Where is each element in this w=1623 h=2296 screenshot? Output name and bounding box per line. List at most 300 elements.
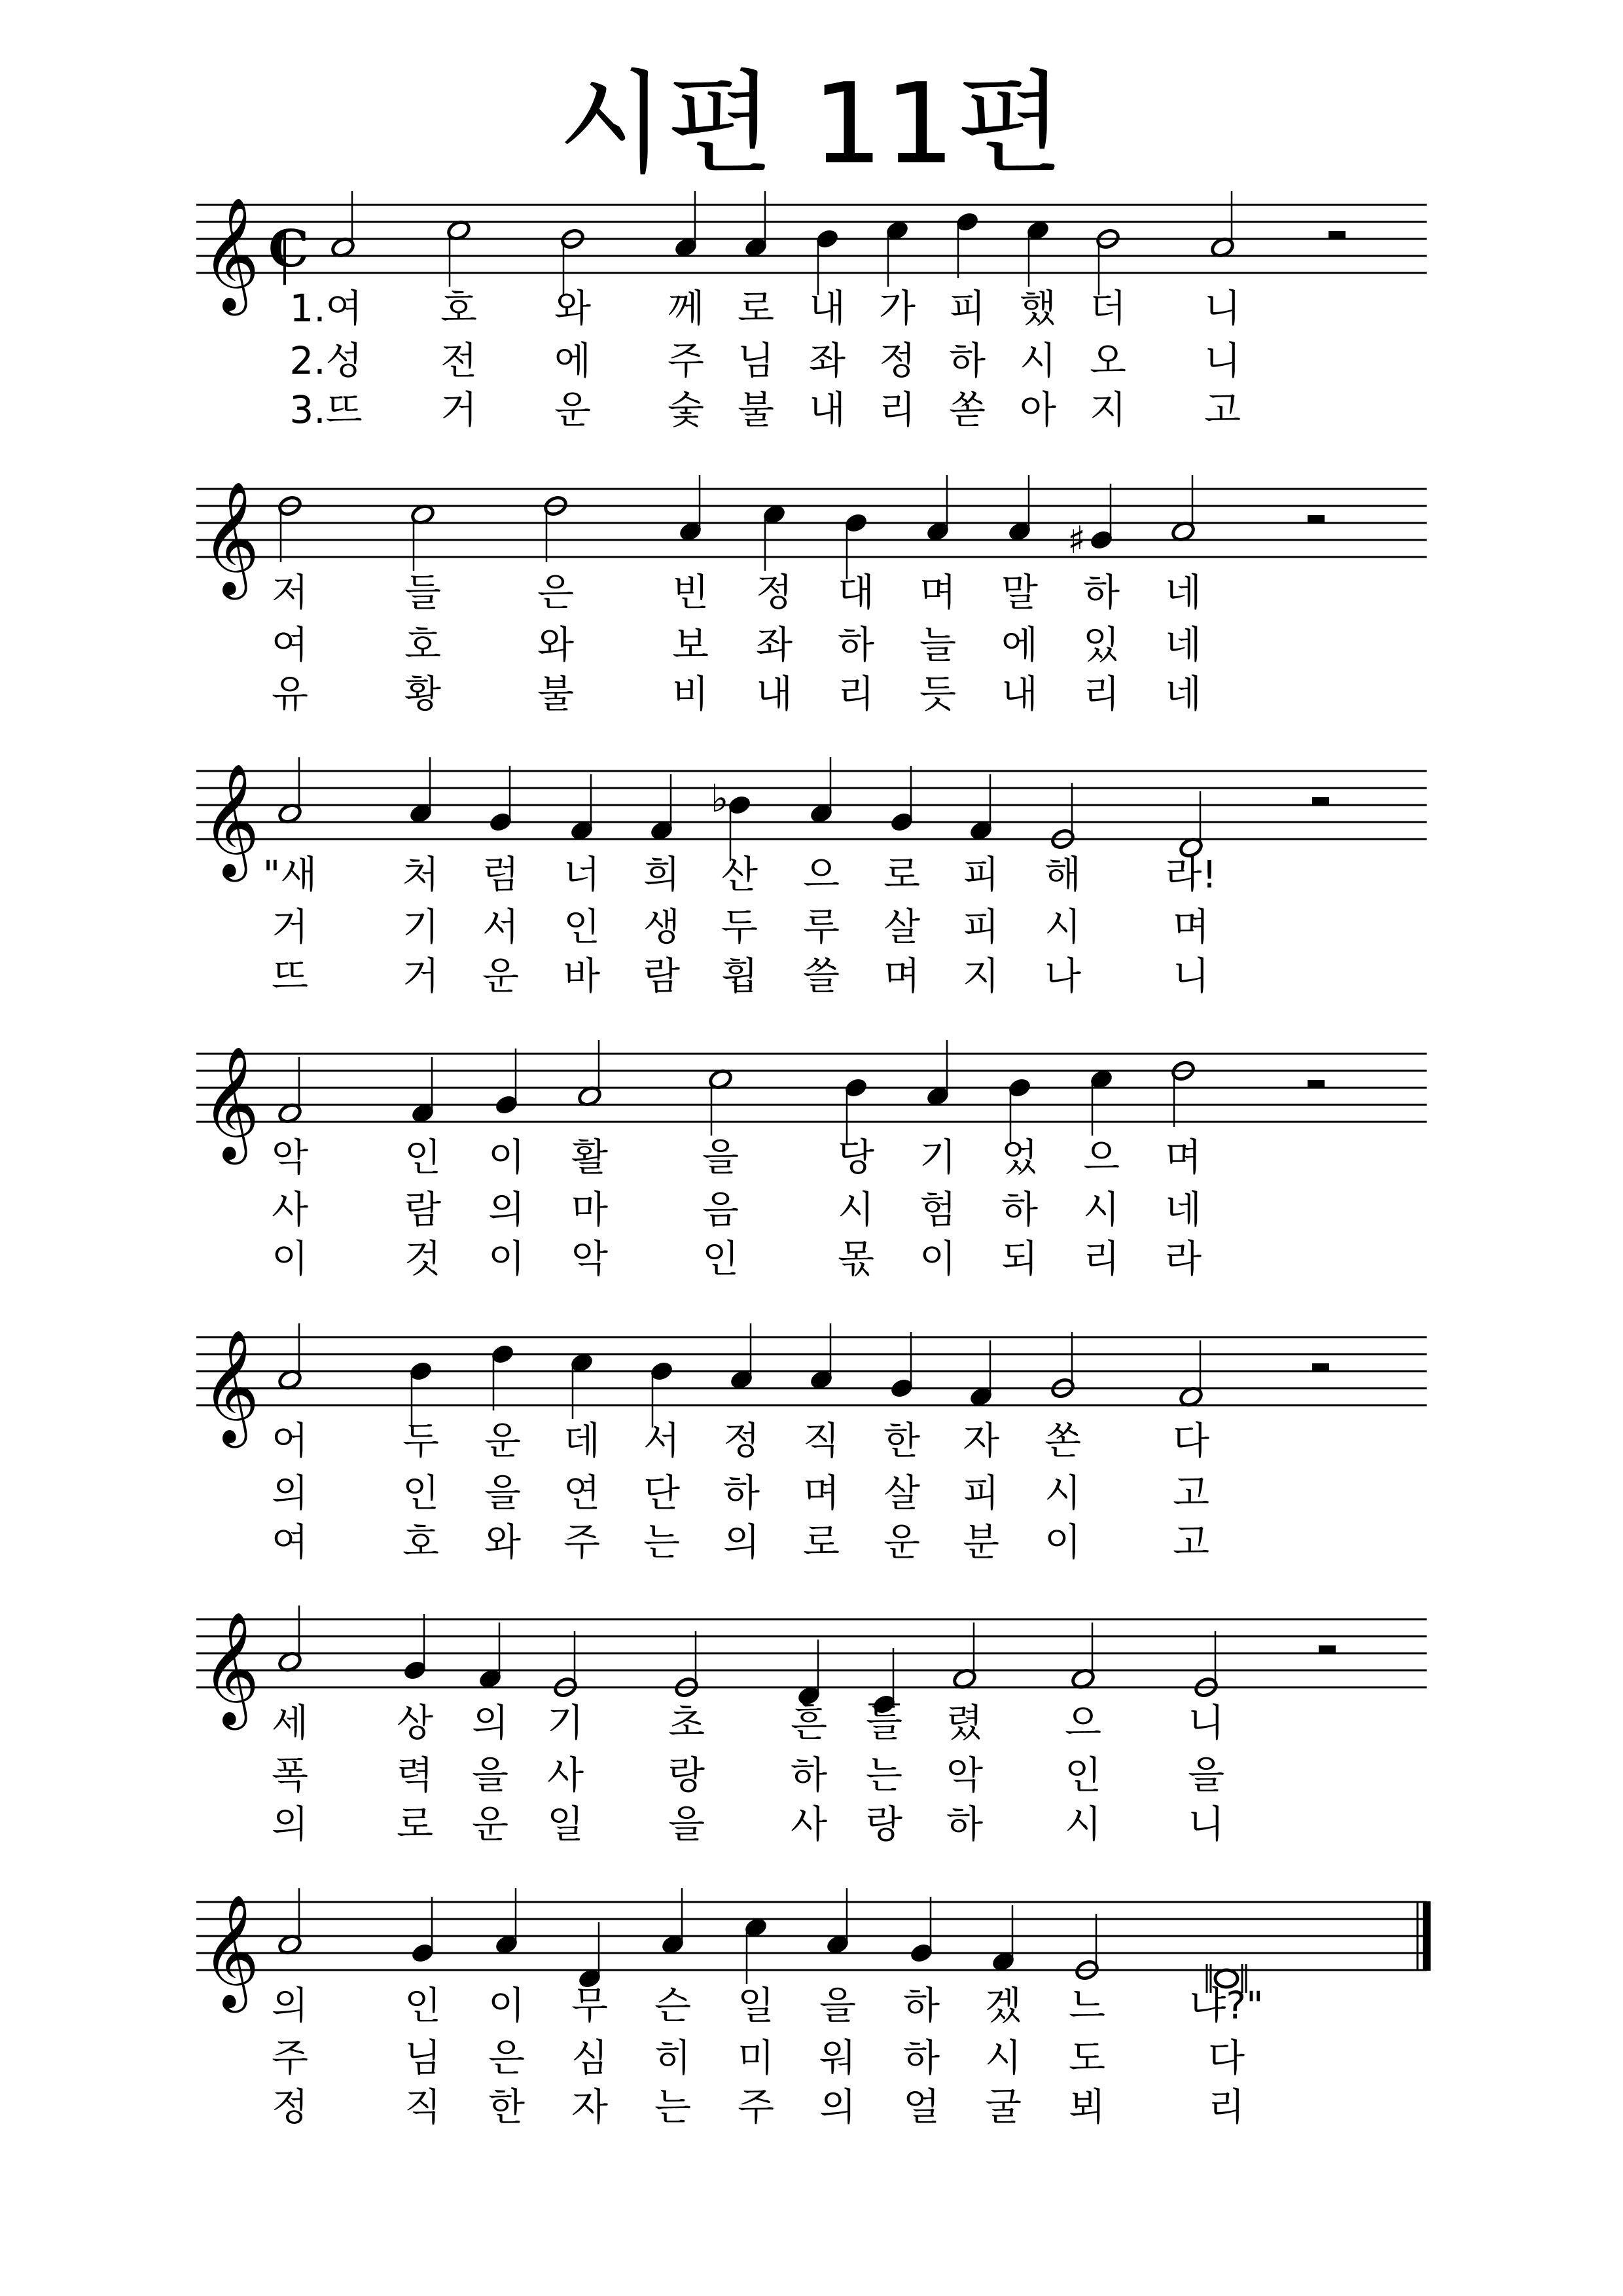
note <box>809 1323 834 1391</box>
lyric-syllable: 사 <box>546 1753 584 1797</box>
lyric-syllable: 내 <box>808 387 846 432</box>
note <box>1210 191 1236 259</box>
lyric-syllable: 의 <box>271 1983 309 2028</box>
lyric-syllable: 거 <box>402 954 440 998</box>
lyric-syllable: 비 <box>671 672 709 716</box>
lyric-syllable: 로 <box>396 1802 434 1846</box>
note <box>969 774 994 842</box>
note <box>889 1332 915 1399</box>
note <box>488 766 514 833</box>
note <box>446 219 472 287</box>
lyric-syllable: 있 <box>1082 622 1120 667</box>
lyric-syllable: 리 <box>1082 672 1120 716</box>
lyric-syllable: 네 <box>1164 622 1202 667</box>
lyric-syllable: 주 <box>271 2036 309 2080</box>
note <box>708 1068 734 1136</box>
lyric-syllable: 하 <box>837 622 875 667</box>
rest-icon <box>1312 1363 1329 1371</box>
rest-icon <box>1319 1645 1336 1653</box>
note <box>277 1323 303 1391</box>
lyric-syllable: 세 <box>271 1700 309 1745</box>
treble-clef-icon: 𝄞 <box>202 763 260 877</box>
lyric-syllable: 거 <box>271 905 309 949</box>
lyric-syllable: 시 <box>984 2036 1022 2080</box>
rest-icon <box>1329 231 1346 239</box>
note <box>743 191 769 259</box>
lyric-syllable: 의 <box>819 2085 857 2129</box>
lyric-syllable: 내 <box>808 286 846 331</box>
lyric-syllable: 정 <box>722 1418 760 1463</box>
rest-icon <box>1308 1080 1325 1088</box>
lyric-syllable: 하 <box>948 338 986 383</box>
lyric-syllable: 이 <box>271 1236 309 1281</box>
note <box>577 1922 603 1990</box>
lyric-syllable: 지 <box>1089 387 1127 432</box>
lyric-syllable: 한 <box>488 2085 526 2129</box>
lyric-syllable: 활 <box>571 1135 609 1179</box>
lyric-syllable: 주 <box>667 338 705 383</box>
lyric-syllable: 라 <box>1164 1236 1202 1281</box>
flat-icon: ♭ <box>711 776 729 821</box>
lyric-syllable: 숯 <box>667 387 705 432</box>
lyric-syllable: 는 <box>865 1753 903 1797</box>
lyric-syllable: 냐?" <box>1189 1983 1264 2028</box>
lyric-syllable: 을 <box>484 1471 522 1515</box>
note <box>569 1352 595 1419</box>
lyric-syllable: 시 <box>1064 1802 1102 1846</box>
lyric-syllable: 좌 <box>755 622 793 667</box>
treble-clef-icon: 𝄞 <box>202 1329 260 1443</box>
lyric-syllable: 와 <box>484 1520 522 1564</box>
note <box>729 1323 755 1391</box>
lyric-syllable: 2.성 <box>289 338 363 383</box>
lyric-syllable: 다 <box>1172 1418 1210 1463</box>
lyric-syllable: 니 <box>1172 954 1210 998</box>
note <box>478 1623 503 1690</box>
note <box>678 475 704 543</box>
lyric-syllable: 전 <box>440 338 478 383</box>
note <box>955 211 980 278</box>
lyric-syllable: 직 <box>802 1418 840 1463</box>
lyric-syllable: 운 <box>883 1520 921 1564</box>
lyric-syllable: 리 <box>1207 2085 1245 2129</box>
lyric-syllable: 쓸 <box>802 954 840 998</box>
lyric-syllable: 정 <box>755 570 793 615</box>
lyric-syllable: 느 <box>1068 1983 1106 2028</box>
lyric-syllable: 시 <box>837 1187 875 1232</box>
lyric-syllable: 니 <box>1187 1802 1225 1846</box>
lyric-syllable: 무 <box>571 1983 609 2028</box>
note <box>569 774 595 842</box>
note <box>1089 1068 1115 1136</box>
lyric-syllable: 좌 <box>808 338 846 383</box>
lyric-syllable: 미 <box>737 2036 775 2080</box>
lyric-syllable: 휩 <box>721 954 758 998</box>
lyric-syllable: 자 <box>962 1418 1000 1463</box>
lyric-syllable: 말 <box>1001 570 1039 615</box>
staff-system <box>196 1040 1427 1165</box>
note <box>991 1905 1016 1973</box>
lyric-syllable: 해 <box>1044 852 1082 897</box>
note <box>1171 1060 1196 1127</box>
cut-time-icon <box>268 219 309 285</box>
note <box>1007 475 1033 543</box>
lyric-syllable: 정 <box>271 2085 309 2129</box>
lyric-syllable: 생 <box>643 905 681 949</box>
lyric-syllable: 의 <box>488 1187 526 1232</box>
note <box>277 757 303 825</box>
lyric-syllable: 데 <box>563 1418 601 1463</box>
lyric-syllable: 쏟 <box>948 387 986 432</box>
lyric-syllable: 빈 <box>671 570 709 615</box>
lyric-syllable: 바 <box>563 954 601 998</box>
treble-clef-icon: 𝄞 <box>202 197 260 311</box>
lyric-syllable: 는 <box>654 2085 692 2129</box>
lyric-syllable: 고 <box>1172 1471 1210 1515</box>
lyric-syllable: 불 <box>537 672 575 716</box>
treble-clef-icon: 𝄞 <box>202 481 260 595</box>
lyric-syllable: 기 <box>919 1135 957 1179</box>
lyric-syllable: 들 <box>865 1700 903 1745</box>
lyric-syllable: 은 <box>488 2036 526 2080</box>
lyric-syllable: 음 <box>702 1187 740 1232</box>
note <box>925 1040 951 1107</box>
lyric-syllable: 하 <box>902 1983 940 2028</box>
note <box>825 1888 851 1956</box>
lyric-syllable: 운 <box>554 387 592 432</box>
note <box>889 766 915 833</box>
note <box>410 503 436 571</box>
lyric-syllable: 폭 <box>271 1753 309 1797</box>
lyric-syllable: 가 <box>878 286 916 331</box>
lyric-syllable: 호 <box>402 1520 440 1564</box>
lyric-syllable: 것 <box>404 1236 442 1281</box>
note <box>1050 1332 1076 1399</box>
note <box>410 1057 436 1124</box>
lyric-syllable: 는 <box>643 1520 681 1564</box>
lyric-syllable: 피 <box>948 286 986 331</box>
lyric-syllable: 랑 <box>668 1753 705 1797</box>
lyric-syllable: 여 <box>271 1520 309 1564</box>
note <box>673 191 699 259</box>
note <box>494 1049 520 1116</box>
lyric-syllable: 두 <box>402 1418 440 1463</box>
lyric-syllable: 마 <box>571 1187 609 1232</box>
lyric-syllable: 주 <box>563 1520 601 1564</box>
thick-barline <box>1423 1901 1431 1971</box>
lyric-syllable: 리 <box>1082 1236 1120 1281</box>
sharp-icon: ♯ <box>1067 518 1086 562</box>
treble-clef-icon: 𝄞 <box>202 1611 260 1725</box>
note <box>1075 1914 1100 1981</box>
lyric-syllable: 더 <box>1089 286 1127 331</box>
note <box>1194 1631 1219 1698</box>
note <box>1179 1340 1204 1408</box>
lyric-syllable: 직 <box>404 2085 442 2129</box>
lyric-syllable: 악 <box>571 1236 609 1281</box>
lyric-syllable: 거 <box>440 387 478 432</box>
lyric-syllable: 운 <box>471 1802 509 1846</box>
note <box>674 1631 700 1698</box>
lyric-syllable: 내 <box>755 672 793 716</box>
lyric-syllable: 워 <box>819 2036 857 2080</box>
lyric-syllable: 으 <box>1082 1135 1120 1179</box>
lyric-syllable: 도 <box>1068 2036 1106 2080</box>
note <box>553 1631 579 1698</box>
lyric-syllable: 여 <box>271 622 309 667</box>
lyric-syllable: 사 <box>790 1802 828 1846</box>
treble-clef-icon: 𝄞 <box>202 1046 260 1160</box>
lyric-syllable: 악 <box>271 1135 309 1179</box>
lyric-syllable: 이 <box>488 1135 526 1179</box>
lyric-syllable: 며 <box>802 1471 840 1515</box>
lyric-syllable: 력 <box>396 1753 434 1797</box>
lyric-syllable: 유 <box>271 672 309 716</box>
note <box>402 1614 428 1681</box>
lyric-syllable: 며 <box>1172 905 1210 949</box>
lyric-syllable: 이 <box>488 1236 526 1281</box>
lyric-syllable: 처 <box>402 852 440 897</box>
lyric-syllable: 시 <box>1019 338 1057 383</box>
lyric-syllable: 로 <box>737 286 775 331</box>
lyric-syllable: 의 <box>471 1700 509 1745</box>
lyric-syllable: 루 <box>802 905 840 949</box>
lyric-syllable: 한 <box>883 1418 921 1463</box>
note <box>796 1640 822 1707</box>
treble-clef-icon: 𝄞 <box>202 1894 260 2008</box>
lyric-syllable: 호 <box>404 622 442 667</box>
lyric-syllable: 시 <box>1044 1471 1082 1515</box>
lyric-syllable: 인 <box>402 1471 440 1515</box>
lyric-syllable: 히 <box>654 2036 692 2080</box>
lyric-syllable: 기 <box>546 1700 584 1745</box>
lyric-syllable: 대 <box>837 570 875 615</box>
lyric-syllable: 와 <box>537 622 575 667</box>
lyric-syllable: 렸 <box>946 1700 984 1745</box>
lyric-syllable: 하 <box>722 1471 760 1515</box>
note <box>1026 219 1051 287</box>
lyric-syllable: 3.뜨 <box>289 387 363 432</box>
lyric-syllable: 을 <box>471 1753 509 1797</box>
lyric-syllable: 으 <box>802 852 840 897</box>
lyric-syllable: 이 <box>919 1236 957 1281</box>
lyric-syllable: 며 <box>919 570 957 615</box>
lyric-syllable: 주 <box>737 2085 775 2129</box>
lyric-syllable: 험 <box>919 1187 957 1232</box>
lyric-syllable: 인 <box>404 1983 442 2028</box>
lyric-syllable: 네 <box>1164 1187 1202 1232</box>
lyric-syllable: 에 <box>1001 622 1039 667</box>
staff-system <box>196 475 1427 600</box>
lyric-syllable: 께 <box>667 286 705 331</box>
note <box>649 774 675 842</box>
lyric-syllable: 서 <box>482 905 520 949</box>
lyric-syllable: 으 <box>1064 1700 1102 1745</box>
lyric-syllable: 고 <box>1172 1520 1210 1564</box>
lyric-syllable: 보 <box>671 622 709 667</box>
note <box>925 475 951 543</box>
note <box>543 495 569 562</box>
lyric-syllable: "새 <box>262 852 317 897</box>
note <box>277 1057 303 1124</box>
lyric-syllable: 너 <box>563 852 601 897</box>
lyric-syllable: 피 <box>962 905 1000 949</box>
lyric-syllable: 겠 <box>984 1983 1022 2028</box>
note <box>330 191 356 259</box>
lyric-syllable: 와 <box>554 286 592 331</box>
lyric-syllable: 로 <box>883 852 921 897</box>
note <box>660 1888 686 1956</box>
lyric-syllable: 기 <box>402 905 440 949</box>
lyric-syllable: 살 <box>883 1471 921 1515</box>
lyric-syllable: 하 <box>946 1802 984 1846</box>
lyric-syllable: 네 <box>1164 570 1202 615</box>
lyric-syllable: 지 <box>962 954 1000 998</box>
lyric-syllable: 시 <box>1044 905 1082 949</box>
note <box>577 1040 603 1107</box>
note <box>408 757 434 825</box>
lyric-syllable: 오 <box>1089 338 1127 383</box>
cut-time-c: C <box>268 219 310 279</box>
lyric-syllable: 단 <box>643 1471 681 1515</box>
lyric-syllable: 시 <box>1082 1187 1120 1232</box>
lyric-syllable: 에 <box>554 338 592 383</box>
lyric-syllable: 불 <box>737 387 775 432</box>
lyric-syllable: 분 <box>962 1520 1000 1564</box>
lyric-syllable: 람 <box>404 1187 442 1232</box>
note <box>885 219 910 287</box>
lyric-syllable: 일 <box>737 1983 775 2028</box>
lyric-syllable: 며 <box>1164 1135 1202 1179</box>
lyric-syllable: 운 <box>482 954 520 998</box>
note <box>490 1343 516 1410</box>
note <box>743 1916 769 1984</box>
lyric-syllable: 의 <box>271 1802 309 1846</box>
lyric-syllable: 쏜 <box>1044 1418 1082 1463</box>
lyric-syllable: 고 <box>1204 387 1241 432</box>
note <box>277 1605 303 1673</box>
lyric-syllable: 뜨 <box>271 954 309 998</box>
lyric-syllable: 당 <box>837 1135 875 1179</box>
lyric-syllable: 인 <box>702 1236 740 1281</box>
lyric-syllable: 리 <box>837 672 875 716</box>
lyric-syllable: 아 <box>1019 387 1057 432</box>
lyric-syllable: 하 <box>902 2036 940 2080</box>
lyric-syllable: 다 <box>1207 2036 1245 2080</box>
lyric-syllable: 정 <box>878 338 916 383</box>
lyric-syllable: 을 <box>1187 1753 1225 1797</box>
lyric-syllable: 피 <box>962 852 1000 897</box>
lyric-syllable: 운 <box>484 1418 522 1463</box>
lyric-syllable: 은 <box>537 570 575 615</box>
lyric-syllable: 연 <box>563 1471 601 1515</box>
lyric-syllable: 을 <box>702 1135 740 1179</box>
note <box>909 1897 935 1964</box>
note <box>494 1888 520 1956</box>
lyric-syllable: 내 <box>1001 672 1039 716</box>
note <box>277 1888 303 1956</box>
lyric-syllable: 되 <box>1001 1236 1039 1281</box>
lyric-syllable: 하 <box>1082 570 1120 615</box>
lyric-syllable: 살 <box>883 905 921 949</box>
lyric-syllable: 황 <box>404 672 442 716</box>
lyric-syllable: 을 <box>819 1983 857 2028</box>
lyric-syllable: 뵈 <box>1068 2085 1106 2129</box>
lyric-syllable: 일 <box>546 1802 584 1846</box>
lyric-syllable: 흔 <box>790 1700 828 1745</box>
lyric-syllable: 네 <box>1164 672 1202 716</box>
note <box>1171 475 1196 543</box>
note <box>1179 791 1204 859</box>
lyric-syllable: 을 <box>668 1802 705 1846</box>
lyric-syllable: 했 <box>1019 286 1057 331</box>
lyric-syllable: 인 <box>1064 1753 1102 1797</box>
lyric-syllable: 이 <box>488 1983 526 2028</box>
lyric-syllable: 희 <box>643 852 681 897</box>
lyric-syllable: 하 <box>790 1753 828 1797</box>
lyric-syllable: 슨 <box>654 1983 692 2028</box>
note <box>1050 783 1076 850</box>
lyric-syllable: 님 <box>404 2036 442 2080</box>
lyric-syllable: 초 <box>668 1700 705 1745</box>
lyric-syllable: 사 <box>271 1187 309 1232</box>
lyric-syllable: 라! <box>1165 852 1217 897</box>
lyric-syllable: 호 <box>440 286 478 331</box>
lyric-syllable: 산 <box>721 852 758 897</box>
rest-icon <box>1308 515 1325 523</box>
lyric-syllable: 서 <box>643 1418 681 1463</box>
note <box>969 1340 994 1408</box>
lyric-syllable: 하 <box>1001 1187 1039 1232</box>
lyric-syllable: 니 <box>1204 338 1241 383</box>
lyric-syllable: 1.여 <box>289 286 363 331</box>
lyric-syllable: 두 <box>721 905 758 949</box>
lyric-syllable: 피 <box>962 1471 1000 1515</box>
lyric-syllable: 인 <box>563 905 601 949</box>
lyric-syllable: 럼 <box>482 852 520 897</box>
lyric-syllable: 굴 <box>984 2085 1022 2129</box>
lyric-syllable: 몫 <box>837 1236 875 1281</box>
page-title: 시편 11편 <box>558 60 1065 189</box>
lyric-syllable: 얼 <box>902 2085 940 2129</box>
lyric-syllable: 의 <box>271 1471 309 1515</box>
note <box>809 757 834 825</box>
lyric-syllable: 듯 <box>919 672 957 716</box>
lyric-syllable: 의 <box>722 1520 760 1564</box>
lyric-syllable: 랑 <box>865 1802 903 1846</box>
lyric-syllable: 람 <box>643 954 681 998</box>
lyric-syllable: 상 <box>396 1700 434 1745</box>
lyric-syllable: 어 <box>271 1418 309 1463</box>
note <box>762 503 787 571</box>
lyric-syllable: 늘 <box>919 622 957 667</box>
lyric-syllable: 악 <box>946 1753 984 1797</box>
lyric-syllable: 인 <box>404 1135 442 1179</box>
lyric-syllable: 이 <box>1044 1520 1082 1564</box>
lyric-syllable: 저 <box>271 570 309 615</box>
note <box>952 1623 978 1690</box>
lyric-syllable: 로 <box>802 1520 840 1564</box>
note <box>410 1897 436 1964</box>
lyric-syllable: 심 <box>571 2036 609 2080</box>
lyric-syllable: 리 <box>878 387 916 432</box>
note <box>277 495 303 562</box>
lyric-syllable: 들 <box>404 570 442 615</box>
lyric-syllable: 자 <box>571 2085 609 2129</box>
lyric-syllable: 님 <box>737 338 775 383</box>
note <box>1071 1623 1096 1690</box>
lyric-syllable: 니 <box>1187 1700 1225 1745</box>
